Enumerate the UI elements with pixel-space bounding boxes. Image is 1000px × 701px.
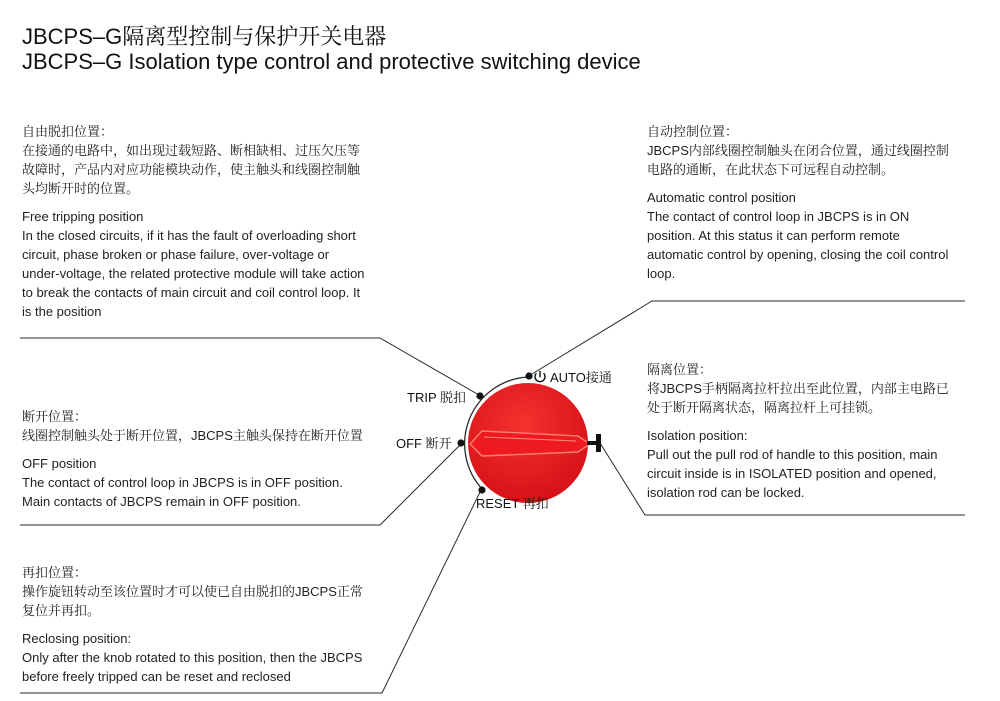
- free-tripping-cn-line-3: 头均断开时的位置。: [22, 181, 140, 196]
- label-trip: TRIP 脱扣: [407, 390, 466, 405]
- dot-auto: [525, 372, 532, 379]
- title-chinese: JBCPS–G隔离型控制与保护开关电器: [22, 24, 387, 49]
- auto-control-cn-line-1: JBCPS内部线圈控制触头在闭合位置，通过线圈控制: [647, 143, 949, 158]
- auto-control-en-line-2: position. At this status it can perform remote: [647, 228, 900, 243]
- off-position-cn-heading: 断开位置：: [22, 409, 88, 424]
- leader-line-reclosing: [20, 490, 481, 693]
- auto-control-cn-line-2: 电路的通断，在此状态下可远程自动控制。: [647, 162, 895, 177]
- free-tripping-en-line-3: under-voltage, the related protective module will take action: [22, 266, 365, 281]
- free-tripping-cn-line-1: 在接通的电路中，如出现过载短路、断相缺相、过压欠压等: [22, 143, 361, 158]
- dot-trip: [476, 392, 483, 399]
- leader-line-free-tripping: [20, 338, 479, 395]
- leader-line-off: [20, 443, 462, 525]
- off-position-en-heading: OFF position: [22, 456, 97, 471]
- free-tripping-cn-heading: 自由脱扣位置：: [22, 124, 114, 139]
- free-tripping-en-line-5: is the position: [22, 304, 102, 319]
- off-position-cn-line-1: 线圈控制触头处于断开位置，JBCPS主触头保持在断开位置: [22, 428, 363, 443]
- label-auto: AUTO接通: [550, 370, 612, 385]
- isolation-en-heading: Isolation position:: [647, 428, 748, 443]
- auto-control-en-line-3: automatic control by opening, closing the coil control: [647, 247, 949, 262]
- label-reset: RESET 再扣: [476, 496, 549, 511]
- off-position-en-line-2: Main contacts of JBCPS remain in OFF position.: [22, 494, 301, 509]
- isolation-rod-icon: [587, 434, 601, 452]
- power-icon: [535, 371, 545, 382]
- free-tripping-en-line-1: In the closed circuits, if it has the fault of overloading short: [22, 228, 356, 243]
- reclosing-en-heading: Reclosing position:: [22, 631, 132, 646]
- free-tripping-en-line-4: to break the contacts of main circuit and coil control loop. It: [22, 285, 361, 300]
- dot-off: [457, 439, 464, 446]
- isolation-cn-line-1: 将JBCPS手柄隔离拉杆拉出至此位置，内部主电路已: [647, 381, 949, 396]
- reclosing-cn-heading: 再扣位置：: [22, 565, 88, 580]
- label-off: OFF 断开: [396, 436, 452, 451]
- isolation-en-line-1: Pull out the pull rod of handle to this position, main: [647, 447, 938, 462]
- isolation-cn-line-2: 处于断开隔离状态，隔离拉杆上可挂锁。: [647, 400, 882, 415]
- auto-control-en-heading: Automatic control position: [647, 190, 796, 205]
- free-tripping-en-line-2: circuit, phase broken or phase failure, over-voltage or: [22, 247, 330, 262]
- reclosing-cn-line-2: 复位并再扣。: [22, 603, 101, 618]
- title-english: JBCPS–G Isolation type control and protective switching device: [22, 49, 641, 74]
- leader-line-isolation: [600, 443, 965, 515]
- off-position-en-line-1: The contact of control loop in JBCPS is in OFF position.: [22, 475, 343, 490]
- isolation-en-line-3: isolation rod can be locked.: [647, 485, 805, 500]
- isolation-en-line-2: circuit inside is in ISOLATED position and opened,: [647, 466, 937, 481]
- free-tripping-en-heading: Free tripping position: [22, 209, 144, 224]
- auto-control-en-line-1: The contact of control loop in JBCPS is in ON: [647, 209, 910, 224]
- reclosing-cn-line-1: 操作旋钮转动至该位置时才可以使已自由脱扣的JBCPS正常: [22, 584, 363, 599]
- auto-control-cn-heading: 自动控制位置：: [647, 124, 739, 139]
- dot-reset: [478, 486, 485, 493]
- isolation-cn-heading: 隔离位置：: [647, 362, 713, 377]
- leader-line-auto: [532, 301, 965, 374]
- auto-control-en-line-4: loop.: [647, 266, 676, 281]
- reclosing-en-line-1: Only after the knob rotated to this position, then the JBCPS: [22, 650, 363, 665]
- free-tripping-cn-line-2: 故障时，产品内对应功能模块动作，使主触头和线圈控制触: [22, 162, 361, 177]
- reclosing-en-line-2: before freely tripped can be reset and reclosed: [22, 669, 291, 684]
